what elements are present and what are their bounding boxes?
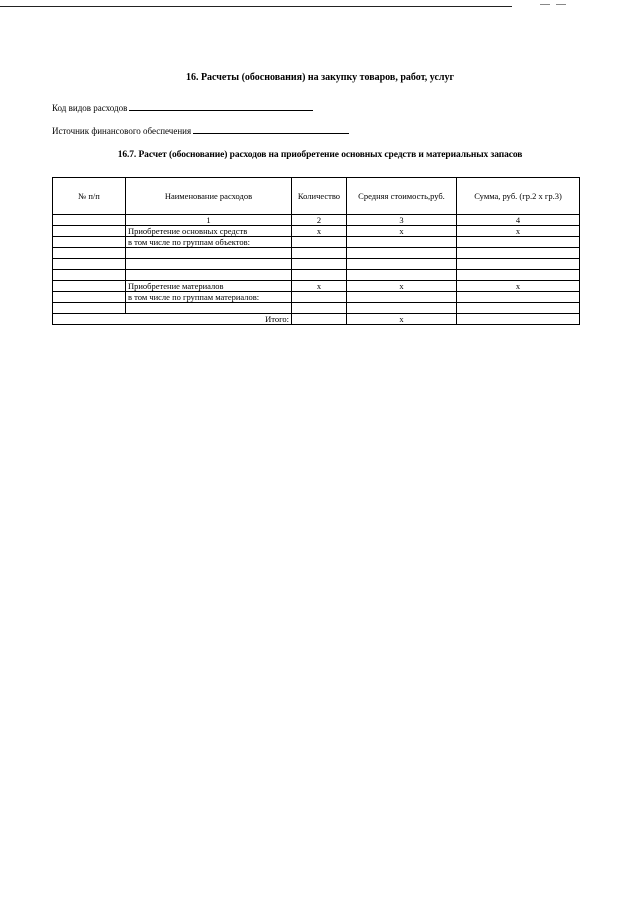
table-row <box>53 237 580 248</box>
table-cell[interactable] <box>53 237 126 248</box>
row-label: в том числе по группам материалов: <box>126 292 292 303</box>
table-cell[interactable] <box>53 226 126 237</box>
table-row <box>53 226 580 237</box>
top-dash <box>556 4 566 5</box>
table-cell[interactable] <box>53 292 126 303</box>
table-cell[interactable] <box>126 303 292 314</box>
table-cell <box>53 215 126 226</box>
table-cell[interactable] <box>53 281 126 292</box>
table-cell[interactable] <box>126 259 292 270</box>
total-sum-cell[interactable] <box>457 314 580 325</box>
table-cell[interactable] <box>457 259 580 270</box>
table-row <box>53 292 580 303</box>
table-cell[interactable] <box>292 237 347 248</box>
column-number: 3 <box>347 215 457 226</box>
top-dash <box>540 4 550 5</box>
table-cell[interactable] <box>347 237 457 248</box>
header-name: Наименование расходов <box>126 178 292 215</box>
x-mark: х <box>292 226 347 237</box>
table-cell[interactable] <box>292 292 347 303</box>
table-cell[interactable] <box>126 248 292 259</box>
table-cell[interactable] <box>292 314 347 325</box>
table-row <box>53 281 580 292</box>
header-qty: Количество <box>292 178 347 215</box>
x-mark: х <box>347 281 457 292</box>
table-cell[interactable] <box>457 248 580 259</box>
column-number: 1 <box>126 215 292 226</box>
row-label: в том числе по группам объектов: <box>126 237 292 248</box>
table-cell[interactable] <box>292 248 347 259</box>
table-row <box>53 270 580 281</box>
column-number-row <box>53 215 580 226</box>
x-mark: х <box>457 281 580 292</box>
column-number: 2 <box>292 215 347 226</box>
header-avg-cost: Средняя стоимость,руб. <box>347 178 457 215</box>
x-mark: х <box>347 314 457 325</box>
header-sum: Сумма, руб. (гр.2 х гр.3) <box>457 178 580 215</box>
table-cell[interactable] <box>347 270 457 281</box>
top-border-line <box>0 6 512 7</box>
table-row <box>53 303 580 314</box>
header-num: № п/п <box>53 178 126 215</box>
funding-source-label: Источник финансового обеспечения <box>52 126 192 136</box>
row-label: Приобретение основных средств <box>126 226 292 237</box>
expenses-table <box>52 177 580 325</box>
table-cell[interactable] <box>53 259 126 270</box>
table-cell[interactable] <box>457 292 580 303</box>
column-number: 4 <box>457 215 580 226</box>
funding-source-field <box>52 124 349 136</box>
total-label: Итого: <box>53 314 292 325</box>
subsection-heading: 16.7. Расчет (обоснование) расходов на приобретение основных средств и материальных запасов <box>117 150 523 160</box>
table-cell[interactable] <box>457 270 580 281</box>
expense-code-field <box>52 101 313 113</box>
table-cell[interactable] <box>347 248 457 259</box>
table-row <box>53 259 580 270</box>
table-cell[interactable] <box>53 303 126 314</box>
x-mark: х <box>457 226 580 237</box>
total-row <box>53 314 580 325</box>
x-mark: х <box>347 226 457 237</box>
table-row <box>53 248 580 259</box>
table-cell[interactable] <box>53 248 126 259</box>
table-cell[interactable] <box>292 303 347 314</box>
row-label: Приобретение материалов <box>126 281 292 292</box>
funding-source-blank[interactable] <box>193 124 349 134</box>
x-mark: х <box>292 281 347 292</box>
table-cell[interactable] <box>347 259 457 270</box>
expense-code-label: Код видов расходов <box>52 103 128 113</box>
table-header-row <box>53 178 580 215</box>
table-cell[interactable] <box>126 270 292 281</box>
table-cell[interactable] <box>347 292 457 303</box>
section-heading: 16. Расчеты (обоснования) на закупку товаров, работ, услуг <box>185 72 455 83</box>
table-cell[interactable] <box>457 303 580 314</box>
table-cell[interactable] <box>53 270 126 281</box>
table-cell[interactable] <box>292 270 347 281</box>
table-cell[interactable] <box>457 237 580 248</box>
table-cell[interactable] <box>292 259 347 270</box>
table-cell[interactable] <box>347 303 457 314</box>
expense-code-blank[interactable] <box>129 101 313 111</box>
